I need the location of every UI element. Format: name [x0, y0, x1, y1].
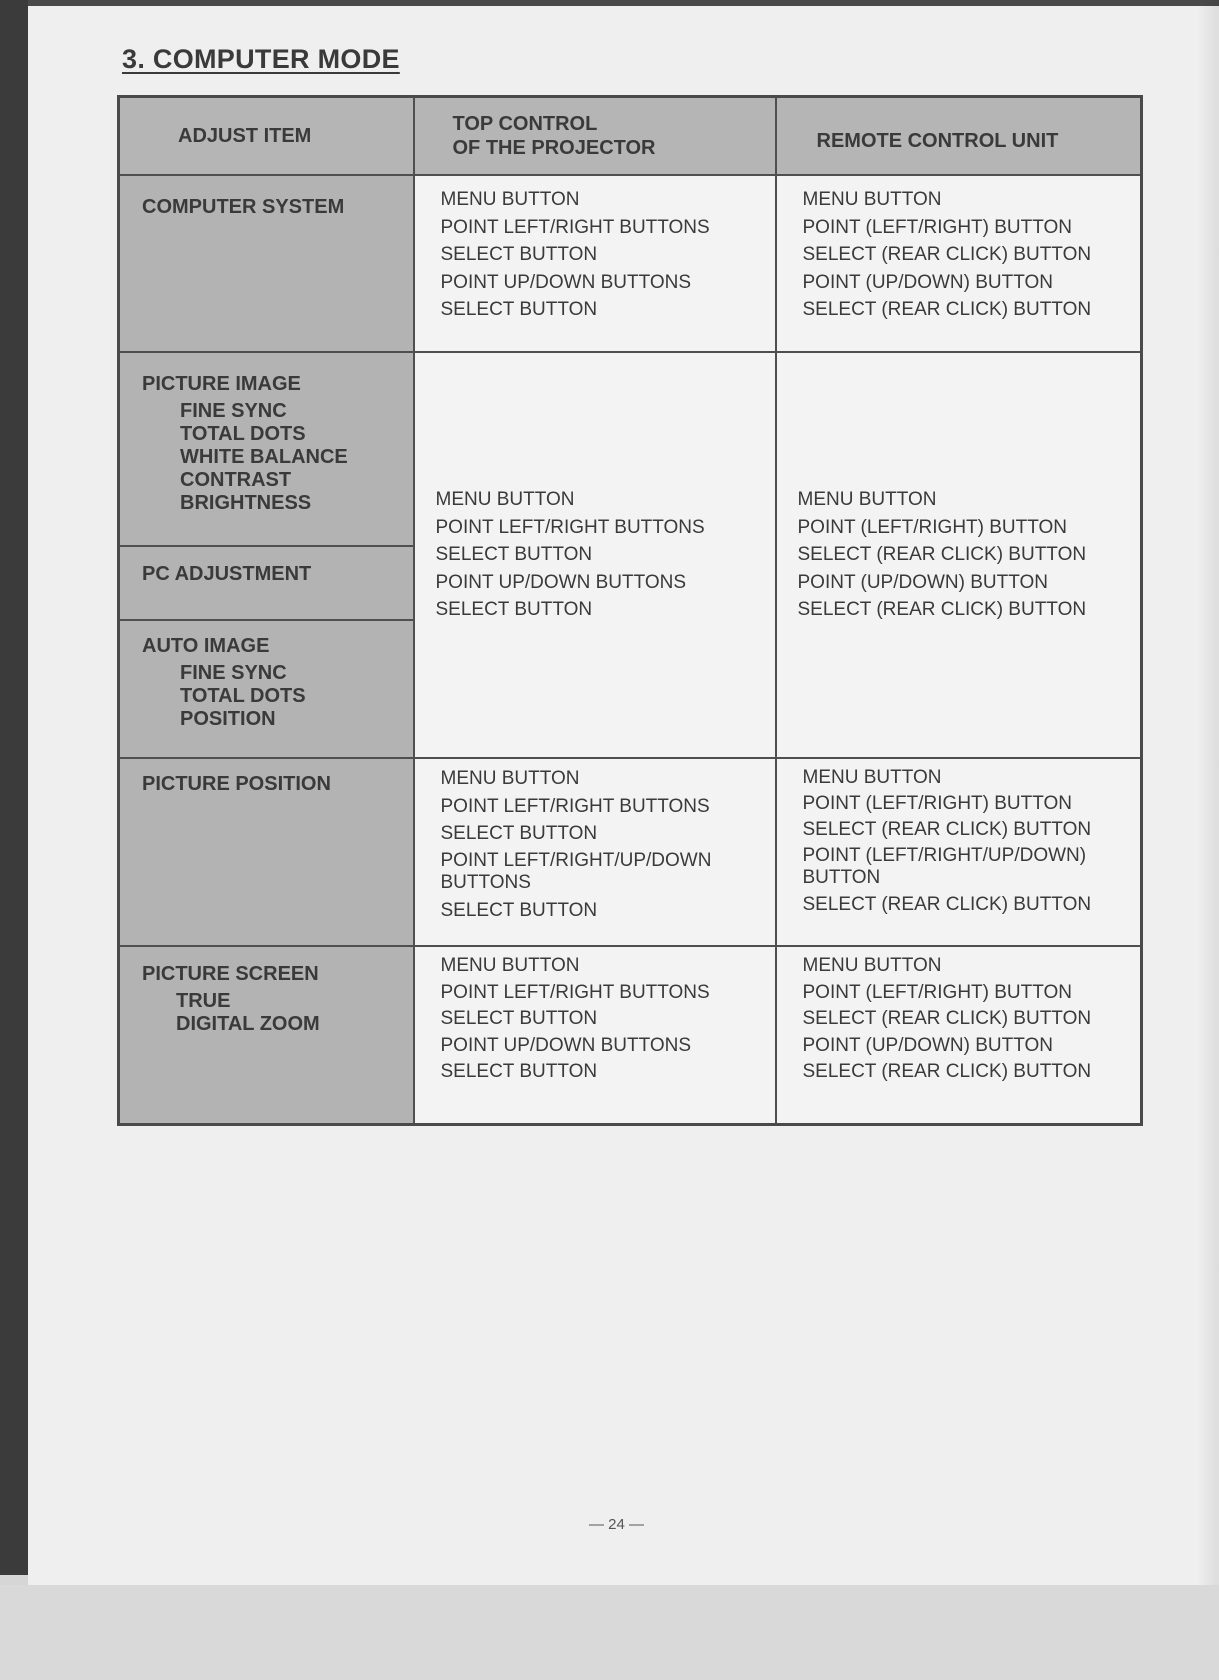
control-step: MENU BUTTON [802, 955, 942, 976]
header-top-control [414, 97, 776, 176]
control-step: MENU BUTTON [802, 189, 942, 210]
item-computer-system [119, 175, 414, 352]
control-step: POINT UP/DOWN BUTTONS [440, 1034, 692, 1056]
sub-item: CONTRAST [180, 469, 292, 491]
control-step: MENU BUTTON [435, 489, 575, 511]
top-control-cell [414, 352, 776, 758]
scan-right-shade [1197, 0, 1219, 1585]
control-step: POINT (LEFT/RIGHT) BUTTON [802, 981, 1073, 1003]
sub-item: POSITION [180, 708, 276, 730]
sub-item: FINE SYNC [180, 662, 287, 684]
scan-bottom-area [0, 1585, 1219, 1680]
header-adjust-item: ADJUST ITEM [119, 97, 414, 176]
sub-item: WHITE BALANCE [180, 446, 348, 468]
item-label: PICTURE POSITION [142, 773, 331, 795]
control-step: SELECT BUTTON [435, 599, 593, 621]
control-step: POINT (LEFT/RIGHT) BUTTON [802, 793, 1073, 814]
adjustment-table [117, 95, 1143, 1126]
scan-dark-edge [0, 0, 28, 1575]
control-step: SELECT BUTTON [440, 299, 598, 320]
control-step: SELECT (REAR CLICK) BUTTON [802, 299, 1092, 320]
control-step: POINT LEFT/RIGHT BUTTONS [440, 795, 710, 817]
sub-item: TOTAL DOTS [180, 423, 306, 445]
top-control-cell [414, 946, 776, 1125]
control-step: POINT (LEFT/RIGHT/UP/DOWN) BUTTON [802, 845, 1087, 888]
sub-item: TRUE [176, 990, 231, 1012]
table-row [119, 175, 1142, 352]
control-step: SELECT (REAR CLICK) BUTTON [802, 244, 1092, 265]
item-picture-position [119, 758, 414, 946]
control-step: SELECT (REAR CLICK) BUTTON [802, 1061, 1092, 1082]
control-step: SELECT (REAR CLICK) BUTTON [802, 819, 1092, 840]
control-step: POINT (LEFT/RIGHT) BUTTON [797, 516, 1068, 538]
control-step: MENU BUTTON [802, 767, 942, 788]
item-picture-image [119, 352, 414, 546]
header-top-control-line2: OF THE PROJECTOR [452, 137, 656, 159]
table-row [119, 758, 1142, 946]
table-row [119, 352, 1142, 546]
control-step: SELECT BUTTON [440, 244, 598, 265]
sub-item: BRIGHTNESS [180, 492, 312, 514]
scan-top-edge [28, 0, 1219, 6]
control-step: POINT LEFT/RIGHT BUTTONS [435, 516, 705, 538]
control-step: SELECT (REAR CLICK) BUTTON [802, 1008, 1092, 1029]
remote-control-cell [776, 758, 1142, 946]
item-label: COMPUTER SYSTEM [142, 196, 345, 218]
control-step: SELECT (REAR CLICK) BUTTON [802, 894, 1092, 915]
control-step: POINT LEFT/RIGHT BUTTONS [440, 981, 710, 1003]
remote-control-cell [776, 352, 1142, 758]
header-remote-control: REMOTE CONTROL UNIT [776, 97, 1142, 176]
item-auto-image [119, 620, 414, 758]
control-step: MENU BUTTON [440, 189, 580, 210]
control-step: SELECT BUTTON [440, 1061, 598, 1082]
remote-control-cell [776, 946, 1142, 1125]
control-step: SELECT BUTTON [440, 1008, 598, 1029]
control-step: POINT (UP/DOWN) BUTTON [802, 271, 1054, 293]
control-step: POINT LEFT/RIGHT BUTTONS [440, 216, 710, 238]
control-step: MENU BUTTON [440, 768, 580, 789]
item-label: PC ADJUSTMENT [142, 563, 312, 585]
item-picture-screen [119, 946, 414, 1125]
sub-item: DIGITAL ZOOM [176, 1013, 320, 1035]
control-step: POINT (UP/DOWN) BUTTON [797, 571, 1049, 593]
item-pc-adjustment [119, 546, 414, 620]
control-step: SELECT BUTTON [435, 544, 593, 566]
sub-item: TOTAL DOTS [180, 685, 306, 707]
page-number: — 24 — [589, 1516, 645, 1533]
top-control-cell [414, 175, 776, 352]
control-step: POINT UP/DOWN BUTTONS [435, 571, 687, 593]
control-step: MENU BUTTON [440, 955, 580, 976]
control-step: POINT (UP/DOWN) BUTTON [802, 1034, 1054, 1056]
control-step: POINT LEFT/RIGHT/UP/DOWN BUTTONS [440, 849, 712, 893]
control-step: POINT UP/DOWN BUTTONS [440, 271, 692, 293]
item-label: PICTURE SCREEN [142, 963, 319, 985]
header-top-control-line1: TOP CONTROL [452, 113, 598, 135]
control-step: SELECT BUTTON [440, 899, 598, 921]
control-step: POINT (LEFT/RIGHT) BUTTON [802, 216, 1073, 238]
sub-item: FINE SYNC [180, 400, 287, 422]
item-label: PICTURE IMAGE [142, 373, 301, 395]
top-control-cell [414, 758, 776, 946]
control-step: SELECT (REAR CLICK) BUTTON [797, 544, 1087, 566]
section-title: 3. COMPUTER MODE [122, 44, 400, 74]
control-step: SELECT BUTTON [440, 823, 598, 844]
item-label: AUTO IMAGE [142, 635, 270, 657]
remote-control-cell [776, 175, 1142, 352]
table-row [119, 946, 1142, 1125]
table-header-row [119, 97, 1142, 176]
control-step: MENU BUTTON [797, 489, 937, 511]
control-step: SELECT (REAR CLICK) BUTTON [797, 599, 1087, 621]
